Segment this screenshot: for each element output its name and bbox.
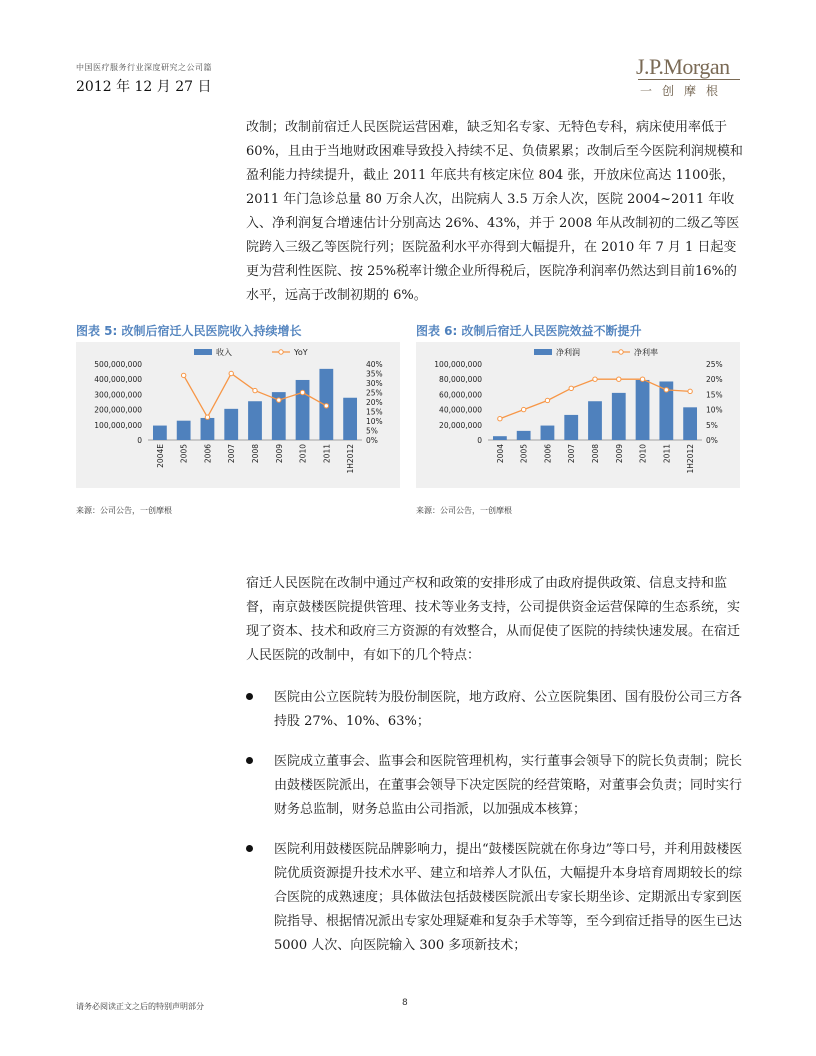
x-tick-label: 2006 (203, 444, 213, 464)
bar (296, 380, 310, 440)
x-tick-label: 2007 (227, 444, 237, 464)
line-point (545, 398, 549, 402)
x-tick-label: 2009 (614, 444, 624, 464)
logo-divider (638, 79, 740, 80)
bar (177, 421, 191, 440)
bar (636, 380, 650, 440)
bar (493, 436, 507, 440)
x-tick-label: 2008 (591, 444, 600, 464)
y-tick-label: 400,000,000 (94, 375, 142, 385)
x-tick-label: 2005 (519, 444, 529, 464)
line-point (181, 373, 185, 377)
line-point (300, 390, 304, 394)
line-point (324, 404, 328, 408)
list-item-text: 医院利用鼓楼医院品牌影响力，提出“鼓楼医院就在你身边”等口号，并利用鼓楼医院优质资源提升技术水平、建立和培养人才队伍，大幅提升本身培育周期较长的综合医院的成熟速度；具体做法包括鼓楼医院派出专家长期坐诊、定期派出专家到医院指导、根据情况派出专家处理疑难和复杂手术等等，至今到宿迁指导的医生已达 5000 人次、向医院输入 300 多项新技术； (274, 842, 743, 953)
bar (153, 426, 167, 440)
body-paragraph-2: 宿迁人民医院在改制中通过产权和政策的安排形成了由政府提供政策、信息支持和监督，南京鼓楼医院提供管理、技术等业务支持，公司提供资金运营保障的生态系统，实现了资本、技术和政府三方资源的有效整合，从而促使了医院的持续快速发展。在宿迁人民医院的改制中，有如下的几个特点： (246, 576, 741, 663)
x-tick-label: 2009 (274, 444, 284, 464)
bar (612, 393, 626, 440)
line-point (205, 415, 209, 419)
figure-6-chart (416, 342, 740, 488)
bar (564, 415, 578, 440)
x-tick-label: 2008 (251, 444, 260, 464)
y2-tick-label: 10% (366, 417, 383, 426)
x-tick-label: 2011 (322, 444, 332, 464)
legend-line-label: 净利率 (634, 348, 658, 357)
y2-tick-label: 10% (706, 405, 723, 415)
page-number: 8 (402, 998, 408, 1008)
bullet-icon (246, 757, 253, 764)
line-point (688, 389, 692, 393)
line-point (617, 377, 621, 381)
x-tick-label: 2005 (179, 444, 189, 464)
y2-tick-label: 30% (366, 379, 383, 388)
bar (224, 409, 238, 440)
figure-6-source: 来源：公司公告，一创摩根 (416, 506, 512, 515)
line-point (229, 371, 233, 375)
bar (343, 398, 357, 440)
y-tick-label: 500,000,000 (94, 360, 142, 369)
legend-bar-swatch (534, 349, 552, 355)
disclaimer-note: 请务必阅读正文之后的特别声明部分 (76, 1002, 204, 1011)
y2-tick-label: 40% (366, 360, 383, 369)
line-point (569, 386, 573, 390)
figure-5-title: 图表 5: 改制后宿迁人民医院收入持续增长 (76, 324, 302, 338)
list-item-text: 医院由公立医院转为股份制医院，地方政府、公立医院集团、国有股份公司三方各持股 27%、10%、63%； (274, 690, 743, 729)
bar (248, 401, 262, 440)
y2-tick-label: 35% (366, 369, 383, 379)
figure-5-chart (76, 342, 400, 488)
legend-line-marker (619, 350, 623, 354)
y-tick-label: 80,000,000 (439, 375, 482, 385)
bar (683, 407, 697, 440)
bar (541, 426, 555, 440)
legend-bar-swatch (194, 349, 212, 355)
x-tick-label: 1H2012 (686, 444, 696, 474)
y-tick-label: 100,000,000 (434, 360, 482, 369)
bar (588, 401, 602, 440)
report-subtitle: 中国医疗服务行业深度研究之公司篇 (76, 63, 212, 72)
body-paragraph-1: 改制；改制前宿迁人民医院运营困难，缺乏知名专家、无特色专科，病床使用率低于60%，且由于当地财政困难导致投入持续不足、负债累累；改制后至今医院利润规模和盈利能力持续提升，截止 2011 年底共有核定床位 804 张，开放床位高达 1100张，2011 年门急诊总量 80 万余人次，出院病人 3.5 万余人次，医院 2004~2011 年收入、净利润复合增速估计分别高达 26%、43%，并于 2008 年从改制初的二级乙等医院跨入三级乙等医院行列；医院盈利水平亦得到大幅提升，在 2010 年 7 月 1 日起变更为营利性医院、按 25%税率计缴企业所得税后，医院净利润率仍然达到目前16%的水平，远高于改制初期的 6%。 (246, 120, 743, 303)
x-tick-label: 2010 (638, 444, 648, 464)
bullet-icon (246, 693, 253, 700)
y-tick-label: 200,000,000 (94, 405, 142, 415)
y2-tick-label: 5% (706, 420, 718, 430)
line-point (521, 407, 525, 411)
legend-line-marker (279, 350, 283, 354)
report-date: 2012 年 12 月 27 日 (76, 79, 212, 95)
line-point (593, 377, 597, 381)
bar (201, 418, 215, 440)
y-tick-label: 300,000,000 (94, 390, 142, 400)
legend-bar-label: 收入 (216, 348, 232, 357)
y-tick-label: 40,000,000 (439, 405, 482, 415)
line-point (640, 377, 644, 381)
line-point (277, 398, 281, 402)
x-tick-label: 2007 (567, 444, 577, 464)
list-item-text: 医院成立董事会、监事会和医院管理机构，实行董事会领导下的院长负责制；院长由鼓楼医院派出，在董事会领导下决定医院的经营策略，对董事会负责；同时实行财务总监制，财务总监由公司指派，以加强成本核算； (274, 754, 743, 817)
x-tick-label: 2006 (543, 444, 553, 464)
bullet-icon (246, 845, 253, 852)
y2-tick-label: 5% (366, 426, 378, 436)
y-tick-label: 20,000,000 (439, 420, 482, 430)
legend-bar-label: 净利润 (556, 348, 580, 357)
y2-tick-label: 15% (366, 407, 383, 417)
y-tick-label: 100,000,000 (94, 420, 142, 430)
x-tick-label: 1H2012 (346, 444, 356, 474)
figure-6-title: 图表 6: 改制后宿迁人民医院效益不断提升 (416, 324, 642, 338)
line-point (253, 388, 257, 392)
figure-5-source: 来源：公司公告，一创摩根 (76, 506, 172, 515)
x-tick-label: 2004E (155, 444, 165, 468)
legend-line-label: YoY (294, 348, 308, 357)
x-tick-label: 2004 (495, 444, 505, 464)
x-tick-label: 2011 (662, 444, 672, 464)
y-tick-label: 60,000,000 (439, 390, 482, 400)
y2-tick-label: 15% (706, 390, 723, 400)
y-tick-label: 0 (477, 436, 482, 445)
figure-6-svg (416, 342, 740, 488)
y-tick-label: 0 (137, 436, 142, 445)
y2-tick-label: 0% (366, 436, 378, 445)
y2-tick-label: 20% (366, 398, 383, 407)
line-point (664, 388, 668, 392)
y2-tick-label: 20% (706, 375, 723, 385)
y2-tick-label: 25% (366, 388, 383, 398)
figure-5-svg (76, 342, 400, 488)
bar (517, 431, 531, 440)
y2-tick-label: 0% (706, 436, 718, 445)
jpmorgan-logo: J.P.Morgan (636, 54, 730, 79)
line-point (498, 417, 502, 421)
x-tick-label: 2010 (298, 444, 308, 464)
logo-chinese-name: 一创摩根 (640, 84, 729, 98)
y2-tick-label: 25% (706, 360, 723, 369)
